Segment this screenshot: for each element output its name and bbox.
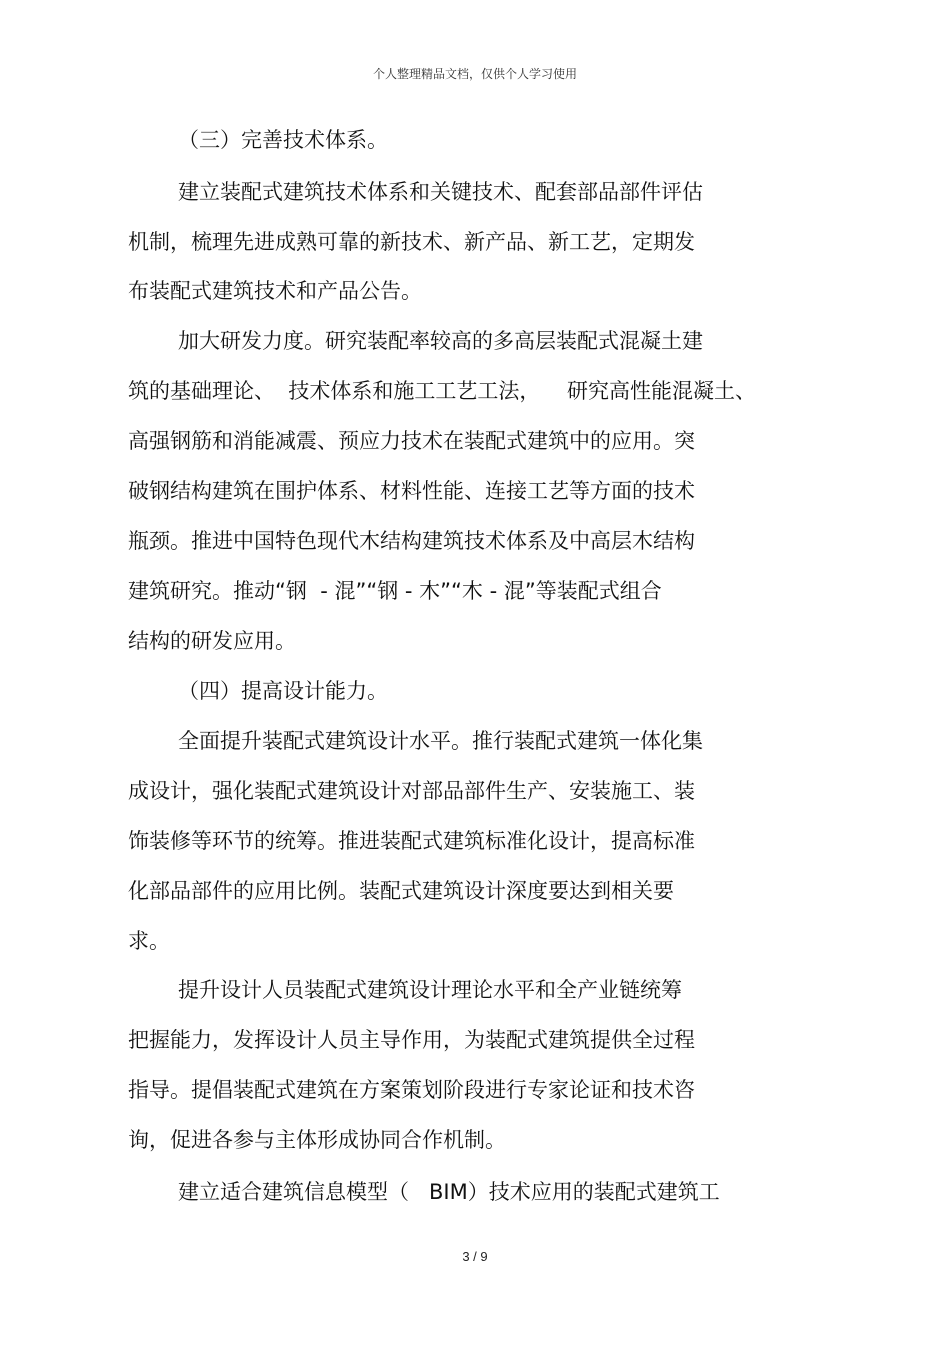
text-line: 瓶颈。推进中国特色现代木结构建筑技术体系及中高层木结构 <box>128 529 695 553</box>
text-line: 成设计，强化装配式建筑设计对部品部件生产、安装施工、装 <box>128 779 695 803</box>
text-line: 把握能力，发挥设计人员主导作用，为装配式建筑提供全过程 <box>128 1028 695 1052</box>
text-line: 建立适合建筑信息模型（ BIM）技术应用的装配式建筑工 <box>178 1180 720 1204</box>
text-line: 加大研发力度。研究装配率较高的多高层装配式混凝土建 <box>178 329 703 353</box>
text-line: 建筑研究。推动“钢 - 混”“钢 - 木”“木 - 混”等装配式组合 <box>128 579 662 603</box>
text-line: 结构的研发应用。 <box>128 629 296 653</box>
text-line: 高强钢筋和消能减震、预应力技术在装配式建筑中的应用。突 <box>128 429 695 453</box>
text-line: 化部品部件的应用比例。装配式建筑设计深度要达到相关要 <box>128 879 674 903</box>
text-line: 指导。提倡装配式建筑在方案策划阶段进行专家论证和技术咨 <box>128 1078 695 1102</box>
section-heading-3: （三）完善技术体系。 <box>178 128 388 152</box>
text-line: 饰装修等环节的统筹。推进装配式建筑标准化设计，提高标准 <box>128 829 695 853</box>
text-line: 提升设计人员装配式建筑设计理论水平和全产业链统筹 <box>178 978 682 1002</box>
text-line: 筑的基础理论、 技术体系和施工工艺工法， 研究高性能混凝土、 <box>128 379 757 403</box>
text-line: 询，促进各参与主体形成协同合作机制。 <box>128 1128 506 1152</box>
text-line: 求。 <box>128 929 170 953</box>
page-number: 3 / 9 <box>462 1249 488 1264</box>
text-line: 全面提升装配式建筑设计水平。推行装配式建筑一体化集 <box>178 729 703 753</box>
text-line: 破钢结构建筑在围护体系、材料性能、连接工艺等方面的技术 <box>128 479 695 503</box>
text-line: 建立装配式建筑技术体系和关键技术、配套部品部件评估 <box>178 180 703 204</box>
page-header: 个人整理精品文档，仅供个人学习使用 <box>372 67 577 81</box>
section-heading-4: （四）提高设计能力。 <box>178 679 388 703</box>
text-line: 布装配式建筑技术和产品公告。 <box>128 279 422 303</box>
text-line: 机制，梳理先进成熟可靠的新技术、新产品、新工艺，定期发 <box>128 230 695 254</box>
